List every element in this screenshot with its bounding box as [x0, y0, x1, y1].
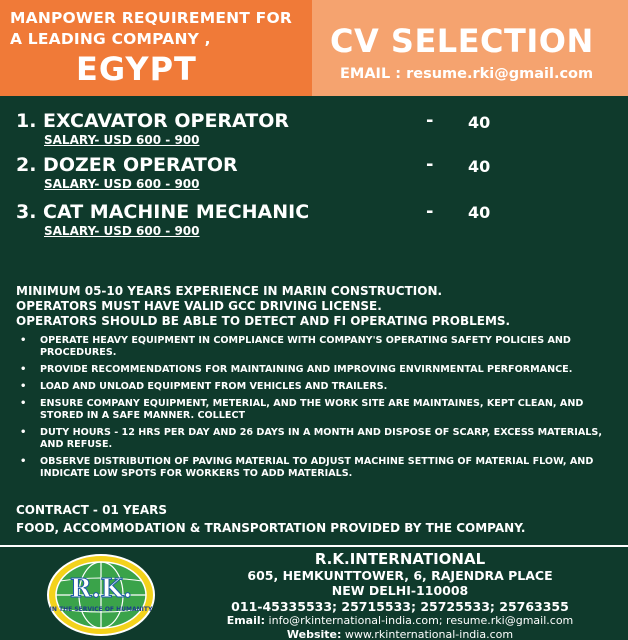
duty-text: LOAD AND UNLOAD EQUIPMENT FROM VEHICLES AND TRAILERS. — [40, 381, 388, 392]
requirement-line: OPERATORS MUST HAVE VALID GCC DRIVING LICENSE. — [16, 299, 382, 313]
company-name: R.K.INTERNATIONAL — [314, 550, 486, 568]
requirement-line: MINIMUM 05-10 YEARS EXPERIENCE IN MARIN CONSTRUCTION. — [16, 284, 443, 298]
duty-text: PROVIDE RECOMMENDATIONS FOR MAINTAINING AND IMPROVING ENVIRNMENTAL PERFORMANCE. — [40, 364, 573, 375]
duty-item — [20, 335, 620, 359]
header-line-1: MANPOWER REQUIREMENT FOR — [10, 9, 292, 27]
position-count: 40 — [468, 113, 491, 132]
position-salary: SALARY- USD 600 - 900 — [44, 224, 200, 238]
email-link[interactable]: info@rkinternational-india.com; resume.rki@gmail.com — [268, 614, 574, 627]
duty-item — [20, 381, 620, 393]
header-email: EMAIL : resume.rki@gmail.com — [340, 66, 594, 82]
company-phones: 011-45335533; 25715533; 25725533; 25763355 — [231, 599, 569, 614]
position-dash: - — [426, 201, 434, 222]
email-label: Email: — [226, 614, 266, 627]
position-salary: SALARY- USD 600 - 900 — [44, 177, 200, 191]
contract-text: CONTRACT - 01 YEARS — [16, 503, 168, 517]
company-website-row — [200, 628, 600, 640]
bullet-icon: • — [20, 398, 27, 409]
website-label: Website: — [286, 628, 342, 640]
logo-text: R.K. — [69, 574, 133, 604]
duties-list — [20, 335, 620, 485]
website-link[interactable]: www.rkinternational-india.com — [344, 628, 514, 640]
bullet-icon: • — [20, 364, 27, 375]
position-count: 40 — [468, 203, 491, 222]
header-left — [10, 8, 310, 50]
position-salary: SALARY- USD 600 - 900 — [44, 133, 200, 147]
position-title: 1. EXCAVATOR OPERATOR — [16, 110, 290, 132]
bullet-icon: • — [20, 381, 27, 392]
header-banner — [0, 0, 628, 96]
header-line-2: A LEADING COMPANY , — [10, 30, 211, 48]
company-address-2: NEW DELHI-110008 — [331, 583, 469, 598]
duty-item — [20, 456, 620, 480]
position-dash: - — [426, 110, 434, 131]
requirements-block — [16, 284, 616, 329]
duty-text: OBSERVE DISTRIBUTION OF PAVING MATERIAL TO ADJUST MACHINE SETTING OF MATERIAL FLOW, AND INDICATE LOW SPOTS FOR WORKERS TO ADD MATERIALS. — [40, 456, 594, 479]
header-country: EGYPT — [76, 50, 197, 88]
position-item — [16, 201, 616, 238]
footer-divider — [0, 545, 628, 547]
duty-item — [20, 398, 620, 422]
bullet-icon: • — [20, 427, 27, 438]
bullet-icon: • — [20, 456, 27, 467]
position-title: 3. CAT MACHINE MECHANIC — [16, 201, 310, 223]
header-right-panel — [312, 0, 628, 96]
requirement-line: OPERATORS SHOULD BE ABLE TO DETECT AND FI OPERATING PROBLEMS. — [16, 314, 511, 328]
rk-globe-logo-icon — [46, 553, 156, 637]
duty-text: OPERATE HEAVY EQUIPMENT IN COMPLIANCE WITH COMPANY'S OPERATING SAFETY POLICIES AND PROCEDURES. — [40, 335, 571, 358]
duty-text: ENSURE COMPANY EQUIPMENT, METERIAL, AND THE WORK SITE ARE MAINTAINES, KEPT CLEAN, AND STORED IN A SAFE MANNER. COLLECT — [40, 398, 584, 421]
position-item — [16, 154, 616, 191]
cv-selection-title: CV SELECTION — [330, 22, 594, 60]
company-email-row — [200, 614, 600, 628]
position-item — [16, 110, 616, 147]
duty-item — [20, 364, 620, 376]
bullet-icon: • — [20, 335, 27, 346]
benefits-text: FOOD, ACCOMMODATION & TRANSPORTATION PROVIDED BY THE COMPANY. — [16, 521, 526, 535]
duty-text: DUTY HOURS - 12 HRS PER DAY AND 26 DAYS IN A MONTH AND DISPOSE OF SCARP, EXCESS MATERIALS, AND REFUSE. — [40, 427, 602, 450]
position-title: 2. DOZER OPERATOR — [16, 154, 238, 176]
position-dash: - — [426, 154, 434, 175]
duty-item — [20, 427, 620, 451]
company-address-1: 605, HEMKUNTTOWER, 6, RAJENDRA PLACE — [247, 568, 553, 583]
position-count: 40 — [468, 157, 491, 176]
company-info — [200, 551, 600, 640]
logo-tagline: IN THE SERVICE OF HUMANITY — [49, 606, 153, 613]
